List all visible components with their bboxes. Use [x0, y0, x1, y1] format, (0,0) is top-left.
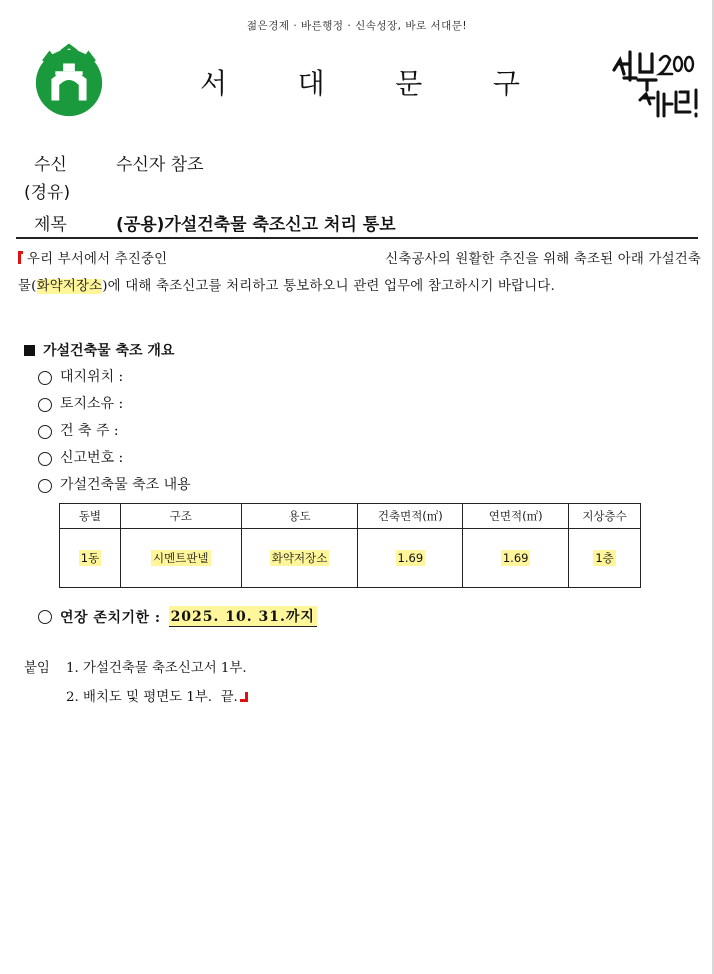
via-label: (경유): [24, 183, 71, 203]
list-item: [38, 418, 191, 445]
subject-value: (공용)가설건축물 축조신고 처리 통보: [116, 215, 396, 235]
table-row: [60, 529, 641, 588]
table-cell: [569, 529, 641, 588]
org-char-4: 구: [492, 67, 520, 100]
cell-value: 1.69: [397, 551, 424, 565]
body-intro-c: )에 대해 축조신고를 처리하고 통보하오니 관련 업무에 참고하시기 바랍니다.: [102, 279, 555, 294]
item-label: 가설건축물 축조 내용: [60, 477, 191, 493]
circle-bullet-icon: [38, 398, 52, 412]
deadline-row: [38, 606, 317, 627]
org-char-2: 대: [297, 67, 325, 100]
attachment-item-1: 1. 가설건축물 축조신고서 1부.: [66, 661, 247, 676]
circle-bullet-icon: [38, 452, 52, 466]
list-item: [38, 364, 191, 391]
org-char-1: 서: [200, 67, 228, 100]
list-item: [38, 445, 191, 472]
building-detail-table: [59, 503, 641, 588]
subject-divider: [16, 237, 698, 239]
table-cell: [463, 529, 569, 588]
section-heading: [24, 340, 174, 360]
attachment-line-1: [24, 654, 248, 683]
list-item: [38, 391, 191, 418]
attachment-item-2: 2. 배치도 및 평면도 1부.: [66, 690, 213, 705]
attachment-line-2: [24, 683, 248, 712]
circle-bullet-icon: [38, 479, 52, 493]
section-title: 가설건축물 축조 개요: [43, 343, 175, 359]
table-header: 건축면적(㎡): [358, 504, 463, 529]
subject-row: [24, 210, 396, 235]
cell-value: 1.69: [502, 551, 529, 565]
brand-mark-logo: [600, 40, 700, 130]
circle-bullet-icon: [38, 371, 52, 385]
paragraph-start-mark: [18, 251, 23, 264]
circle-bullet-icon: [38, 610, 52, 624]
item-label: 신고번호 :: [60, 450, 124, 466]
cell-value: 1동: [80, 551, 100, 565]
body-intro-a: 우리 부서에서 추진중인: [27, 252, 168, 267]
deadline-value: 2025. 10. 31.까지: [169, 606, 317, 627]
table-header: 연면적(㎡): [463, 504, 569, 529]
table-header: 용도: [241, 504, 358, 529]
table-cell: [358, 529, 463, 588]
cell-value: 시멘트판넬: [153, 551, 209, 565]
cell-value: 화약저장소: [271, 551, 328, 565]
recipient-value: 수신자 참조: [116, 155, 204, 175]
table-header: 동별: [60, 504, 121, 529]
table-header: 지상층수: [569, 504, 641, 529]
attachments-label: 붙임: [24, 661, 50, 676]
deadline-label: 연장 존치기한 :: [60, 609, 161, 626]
body-intro-b: 신축공사의 원활한 추진을 위해 축조된 아래 가설건축물(: [18, 252, 701, 294]
table-header-row: [60, 504, 641, 529]
table-header: 구조: [120, 504, 241, 529]
item-label: 대지위치 :: [60, 369, 124, 385]
body-paragraph: [18, 246, 702, 300]
organization-name: [200, 62, 520, 102]
cell-value: 1층: [595, 551, 614, 565]
list-item: [38, 472, 191, 499]
attachments: [24, 654, 248, 712]
item-label: 토지소유 :: [60, 396, 124, 412]
table-cell: [60, 529, 121, 588]
subject-label: 제목: [34, 215, 67, 235]
via-row: [24, 178, 106, 203]
recipient-label: 수신: [34, 155, 67, 175]
district-logo-icon: [30, 42, 108, 120]
square-bullet-icon: [24, 345, 35, 356]
body-highlight: 화약저장소: [36, 279, 103, 294]
overview-list: [38, 364, 191, 499]
circle-bullet-icon: [38, 425, 52, 439]
table-cell: [120, 529, 241, 588]
table-cell: [241, 529, 358, 588]
document-end: 끝.: [220, 690, 238, 705]
slogan: 젊은경제 · 바른행정 · 신속성장, 바로 서대문!: [246, 20, 468, 32]
org-char-3: 문: [395, 67, 423, 100]
paragraph-end-mark: [240, 692, 248, 702]
recipient-row: [24, 150, 204, 175]
item-label: 건 축 주 :: [60, 423, 119, 439]
